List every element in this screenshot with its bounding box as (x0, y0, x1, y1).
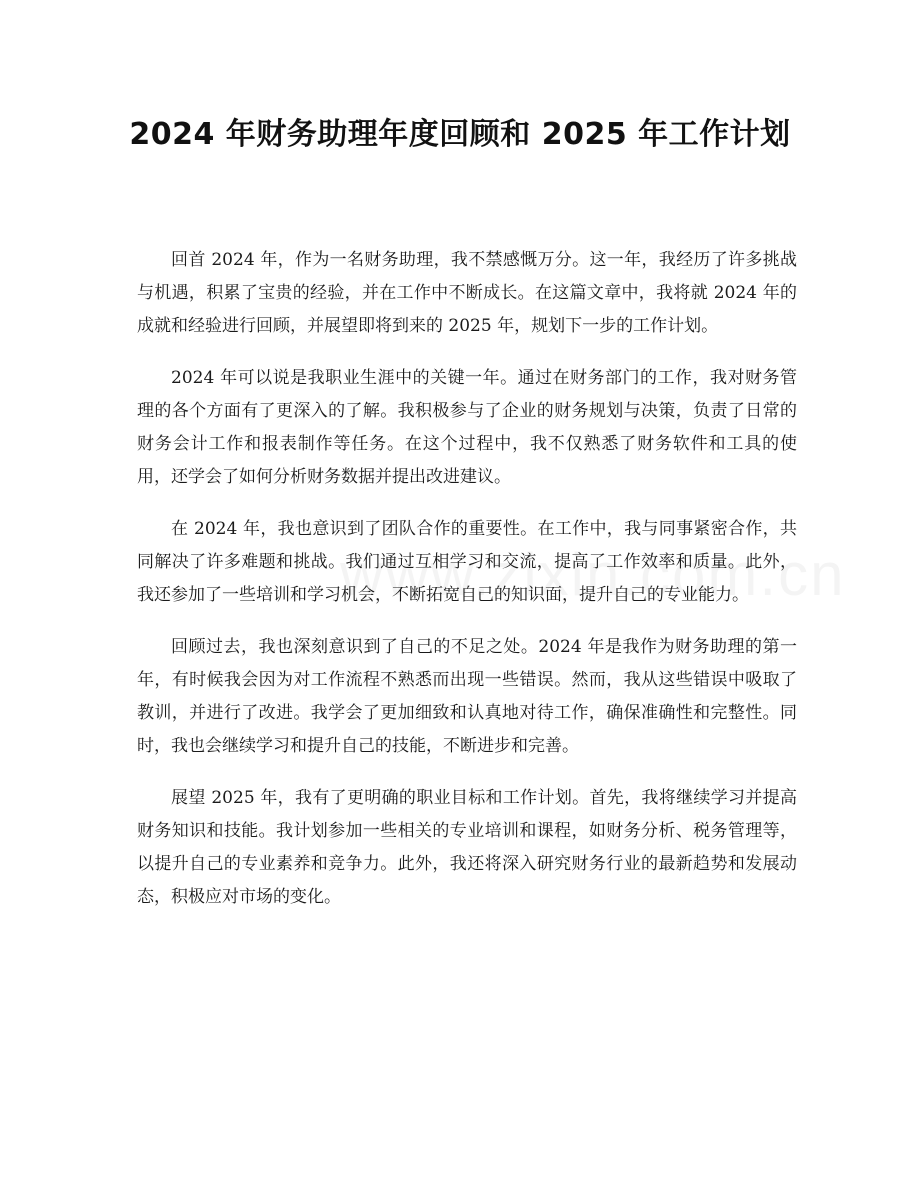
paragraph-intro: 回首 2024 年，作为一名财务助理，我不禁感慨万分。这一年，我经历了许多挑战与机遇，积累了宝贵的经验，并在工作中不断成长。在这篇文章中，我将就 2024 年的成就和经验进行回顾，并展望即将到来的 2025 年，规划下一步的工作计划。 (137, 250, 797, 336)
paragraph-shortcomings: 回顾过去，我也深刻意识到了自己的不足之处。2024 年是我作为财务助理的第一年，有时候我会因为对工作流程不熟悉而出现一些错误。然而，我从这些错误中吸取了教训，并进行了改进。我学会了更加细致和认真地对待工作，确保准确性和完整性。同时，我也会继续学习和提升自己的技能，不断进步和完善。 (137, 637, 797, 756)
paragraph-career: 2024 年可以说是我职业生涯中的关键一年。通过在财务部门的工作，我对财务管理的各个方面有了更深入的了解。我积极参与了企业的财务规划与决策，负责了日常的财务会计工作和报表制作等任务。在这个过程中，我不仅熟悉了财务软件和工具的使用，还学会了如何分析财务数据并提出改进建议。 (137, 368, 797, 487)
paragraph-outlook: 展望 2025 年，我有了更明确的职业目标和工作计划。首先，我将继续学习并提高财务知识和技能。我计划参加一些相关的专业培训和课程，如财务分析、税务管理等，以提升自己的专业素养和竞争力。此外，我还将深入研究财务行业的最新趋势和发展动态，积极应对市场的变化。 (137, 788, 797, 907)
document-title: 2024 年财务助理年度回顾和 2025 年工作计划 (129, 117, 791, 152)
document-body (137, 244, 797, 933)
paragraph-teamwork: 在 2024 年，我也意识到了团队合作的重要性。在工作中，我与同事紧密合作，共同解决了许多难题和挑战。我们通过互相学习和交流，提高了工作效率和质量。此外，我还参加了一些培训和学习机会，不断拓宽自己的知识面，提升自己的专业能力。 (137, 519, 797, 605)
